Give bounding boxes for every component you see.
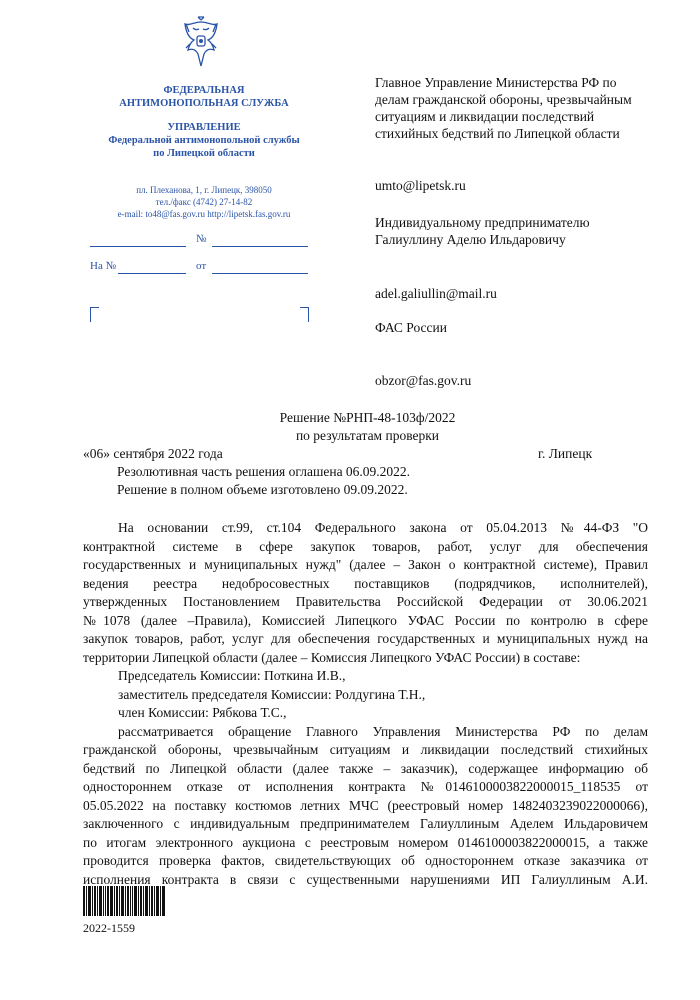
corner-mark-left (90, 307, 99, 322)
number-sign: № (196, 233, 207, 245)
addressee-1-line: делам гражданской обороны, чрезвычайным (375, 92, 632, 107)
body-line: бедствий по Липецкой области (далее также – заказчик), содержащее информацию об (83, 760, 648, 776)
office-name-line2: Федеральной антимонопольной службы (108, 135, 300, 146)
office-phone: тел./факс (4742) 27-14-82 (155, 197, 253, 207)
reference-number-label: На № (90, 260, 117, 272)
addressee-1-line: Главное Управление Министерства РФ по (375, 75, 617, 90)
agency-name-line1: ФЕДЕРАЛЬНАЯ (163, 85, 245, 96)
addressee-2-email: adel.galiullin@mail.ru (375, 286, 497, 301)
body-line: заключенного с индивидуальным предпринимателем Галиуллиным Аделем Ильдаровичем (83, 816, 648, 831)
produced-date: Решение в полном объеме изготовлено 09.09.2022. (117, 482, 408, 497)
body-line: №1078 (далее –Правила), Комиссией Липецкого УФАС России по контролю в сфере (83, 612, 648, 628)
body-line: утвержденных Постановлением Правительства Российской Федерации от 30.06.2021 (83, 594, 648, 609)
barcode-icon (83, 886, 165, 916)
announced-date: Резолютивная часть решения оглашена 06.09.2022. (117, 464, 411, 479)
body-line: 05.05.2022 на поставку костюмов летних МЧС (реестровый номер 1482403239022000066), (83, 797, 648, 813)
body-line: по итогам электронного аукциона с реестровым номером 0146100003822000015, а также (83, 834, 648, 850)
body-line: На основании ст.99, ст.104 Федерального закона от 05.04.2013 №44-ФЗ "О (118, 520, 648, 535)
addressee-1 (375, 74, 675, 142)
outgoing-date-line (90, 234, 186, 247)
body-line: территории Липецкой области (далее – Комиссия Липецкого УФАС России) в составе: (83, 649, 581, 665)
addressee-2 (375, 214, 675, 248)
decision-date: «06» сентября 2022 года (83, 446, 223, 461)
body-line: рассматривается обращение Главного Управления Министерства РФ по делам (118, 723, 648, 739)
addressee-1-line: ситуациям и ликвидации последствий (375, 109, 595, 124)
body-paragraph-1 (83, 519, 648, 889)
body-line: гражданской обороны, чрезвычайным ситуациям и ликвидации последствий стихийных (83, 742, 648, 757)
commission-member: член Комиссии: Рябкова Т.С., (118, 705, 287, 720)
body-line: одностороннем отказе от исполнения контракта №0146100003822000015_118535 от (83, 779, 648, 794)
body-line: контрактной системе в сфере закупок товаров, работ, услуг для обеспечения (83, 538, 648, 554)
body-line: исполнения контракта в связи с существенными нарушениями ИП Галиуллиным А.И. (83, 871, 648, 887)
addressee-3: ФАС России (375, 320, 447, 335)
commission-deputy: заместитель председателя Комиссии: Ролдугина Т.Н., (118, 686, 426, 702)
body-line: проводится проверка фактов, свидетельствующих об одностороннем отказе заказчика от (83, 853, 648, 868)
decision-city: г. Липецк (538, 446, 593, 461)
office-address: пл. Плеханова, 1, г. Липецк, 398050 (136, 185, 272, 195)
commission-chair: Председатель Комиссии: Поткина И.В., (118, 668, 346, 683)
addressee-2-line: Галиуллину Аделю Ильдаровичу (375, 232, 566, 247)
reference-date-label: от (196, 260, 207, 272)
reference-date-line (212, 261, 308, 274)
document-registration-number: 2022-1559 (83, 921, 135, 935)
body-line: государственных и муниципальных нужд" (далее – Закон о контрактной системе), Правил (83, 557, 648, 572)
addressee-3-email: obzor@fas.gov.ru (375, 373, 472, 388)
addressee-2-line: Индивидуальному предпринимателю (375, 215, 590, 230)
addressee-1-email: umto@lipetsk.ru (375, 178, 466, 193)
office-name-line1: УПРАВЛЕНИЕ (167, 122, 241, 133)
decision-title: Решение №РНП-48-103ф/2022 (279, 410, 456, 425)
body-line: ведения реестра недобросовестных поставщиков (подрядчиков, исполнителей), (83, 575, 648, 591)
body-line: закупок товаров, работ, услуг для обеспечения государственных и муниципальных нужд на (83, 631, 648, 646)
decision-subtitle: по результатам проверки (295, 428, 440, 443)
addressee-1-line: стихийных бедствий по Липецкой области (375, 126, 620, 141)
office-email-web: e-mail: to48@fas.gov.ru http://lipetsk.fas.gov.ru (117, 209, 291, 219)
reference-number-line (118, 261, 186, 274)
coat-of-arms-icon (180, 14, 222, 70)
agency-name-line2: АНТИМОНОПОЛЬНАЯ СЛУЖБА (119, 98, 289, 109)
office-name-line3: по Липецкой области (153, 148, 255, 159)
corner-mark-right (300, 307, 309, 322)
outgoing-number-line (212, 234, 308, 247)
